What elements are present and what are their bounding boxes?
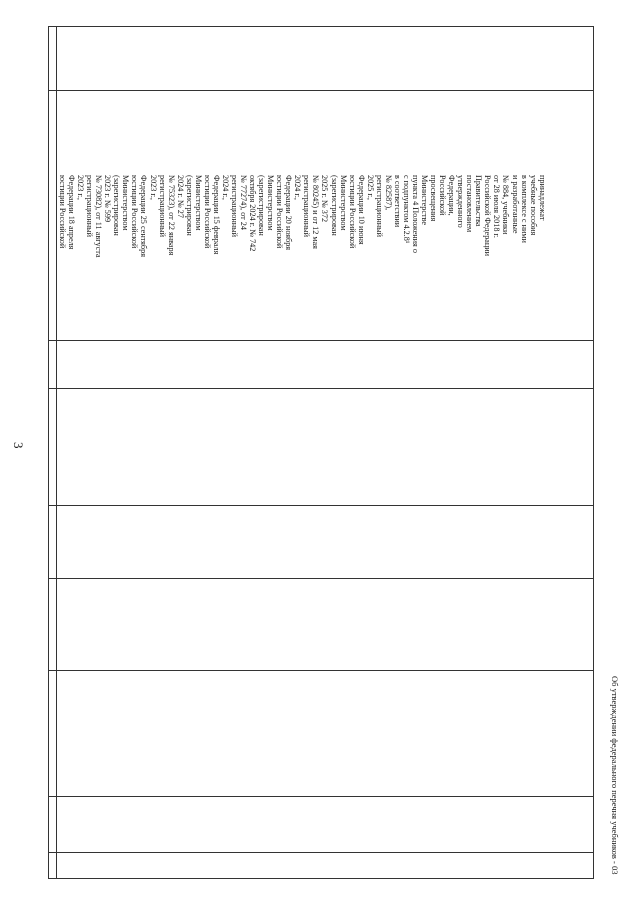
cell-text-line: 2025 г., <box>365 175 375 200</box>
cell-text-line: Министерством <box>338 175 348 231</box>
cell-text-line: (зарегистрирован <box>257 175 267 236</box>
cell-text-line: Федерации, <box>447 175 457 216</box>
cell-text-line: 2023 г., <box>148 175 158 200</box>
cell-text-line: в комплексе с ними <box>519 175 529 243</box>
cell-text-line: октября 2024 г. № 742 <box>248 175 258 252</box>
cell-text-line: Министерством <box>121 175 131 231</box>
row-divider <box>48 852 594 853</box>
cell-text-line: юстиции Российской <box>347 175 357 249</box>
cell-text-line: (зарегистрирован <box>112 175 122 236</box>
cell-text-line: принадлежат <box>537 175 547 221</box>
cell-text-line: пункта 4 Положения о <box>410 175 420 253</box>
cell-text-line: юстиции Российской <box>130 175 140 249</box>
cell-text-line: Федерации 15 февраля <box>211 175 221 255</box>
cell-text-line: № 80245) и от 12 мая <box>311 175 321 249</box>
cell-text-line: утвержденного <box>456 175 466 228</box>
cell-text-line: 2024 г. № 27 <box>175 175 185 218</box>
row-divider <box>48 670 594 671</box>
cell-text-line: Федерации 20 ноября <box>284 175 294 251</box>
cell-text-line: регистрационный <box>229 175 239 238</box>
document-footer: Об утверждении федерального перечня учебников - 03 <box>610 676 620 875</box>
row-divider <box>48 340 594 341</box>
cell-text-line: Министерстве <box>420 175 429 226</box>
cell-text-line: Министерством <box>193 175 203 231</box>
cell-text-line: 2024 г., <box>220 175 230 200</box>
cell-text-line: № 884, учебники <box>501 175 511 235</box>
cell-text-line: в соответствии <box>392 175 402 228</box>
cell-text-line: юстиции Российской <box>275 175 285 249</box>
row-divider <box>48 796 594 797</box>
cell-text-line: № 77274), от 24 <box>239 175 248 230</box>
cell-text-line: регистрационный <box>374 175 384 238</box>
document-table <box>48 26 594 879</box>
row-divider <box>48 90 594 91</box>
cell-text-line: Правительства <box>474 175 484 227</box>
cell-text-line: учебные пособия <box>528 175 538 236</box>
row-divider <box>48 578 594 579</box>
cell-text-line: регистрационный <box>302 175 312 238</box>
cell-text-line: Федерации 10 июня <box>356 175 366 245</box>
cell-text-line: № 75323), от 22 января <box>166 175 176 256</box>
cell-text-line: Российской <box>438 175 448 216</box>
cell-text-line: юстиции Российской <box>202 175 212 249</box>
cell-text-line: регистрационный <box>157 175 167 238</box>
page-number: 3 <box>11 442 26 449</box>
cell-text-line: от 28 июля 2018 г. <box>492 175 502 238</box>
cell-text-line: № 82587), <box>383 175 393 211</box>
column-divider <box>56 26 57 879</box>
cell-text-line: Российской Федерации <box>483 175 493 257</box>
cell-text-line: 2023 г. № 599 <box>103 175 113 223</box>
cell-text-line: просвещения <box>429 175 439 222</box>
cell-text-line: регистрационный <box>85 175 95 238</box>
cell-text-line: 2024 г., <box>293 175 303 200</box>
cell-text-line: Министерством <box>266 175 276 231</box>
cell-text-line: (зарегистрирован <box>184 175 194 236</box>
row-divider <box>48 388 594 389</box>
cell-text-line: 2023 г., <box>76 175 86 200</box>
cell-text-line: постановлением <box>465 175 475 233</box>
cell-text-line: № 73082), от 11 августа <box>94 175 104 258</box>
cell-text-line: Федерации 25 сентября <box>139 175 149 257</box>
cell-text-line: 2025 г. № 372 <box>320 175 330 223</box>
cell-text-line: (зарегистрирован <box>329 175 339 236</box>
cell-text-line: юстиции Российской <box>58 175 67 249</box>
row-divider <box>48 505 594 506</box>
cell-text-line: и разработанные <box>510 175 520 234</box>
cell-text-line: с подпунктом 4.2.8¹ <box>401 175 411 244</box>
cell-text-line: Федерации 18 апреля <box>67 175 77 250</box>
